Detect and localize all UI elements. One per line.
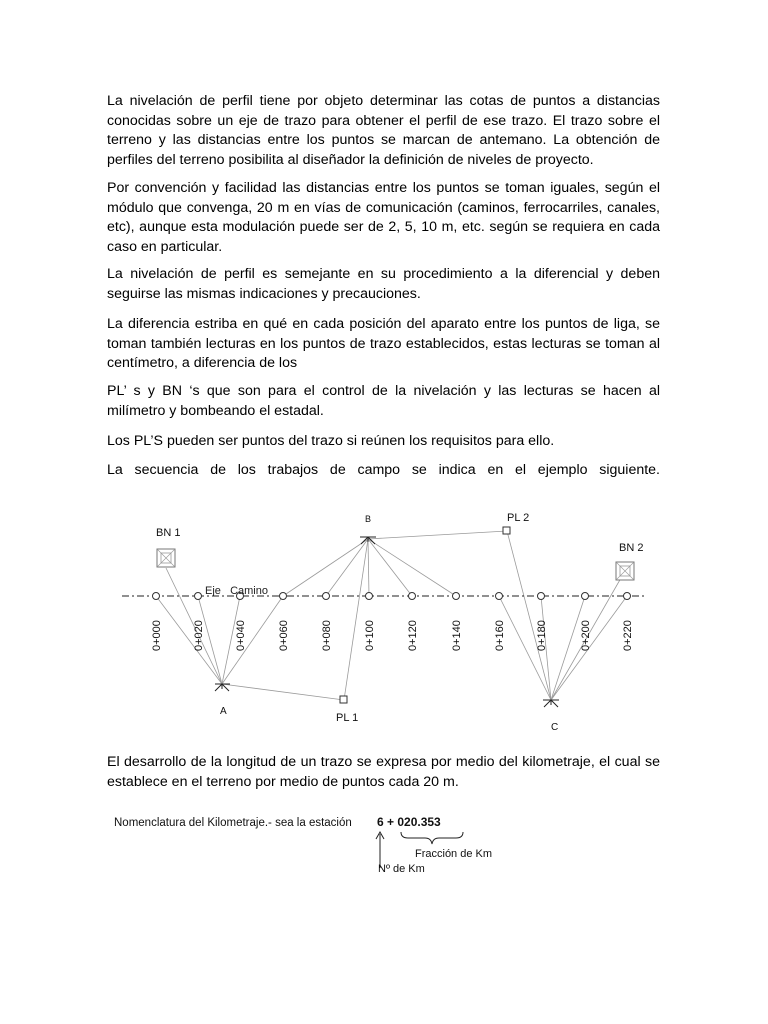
station-marker — [453, 593, 460, 600]
station-marker — [582, 593, 589, 600]
benchmark-bn1-icon — [157, 549, 175, 567]
station-label: 0+160 — [494, 620, 506, 651]
station-b-label: B — [365, 514, 372, 524]
paragraph-6: Los PL’S pueden ser puntos del trazo si reúnen los requisitos para ello. — [107, 433, 555, 449]
bn2-label: BN 2 — [619, 542, 644, 554]
station-marker — [624, 593, 631, 600]
paragraph-3: La nivelación de perfil es semejante en su procedimiento a la diferencial y deben seguirse las mismas indicaciones y precauciones. — [107, 266, 660, 302]
turning-point-pl1-icon — [340, 696, 347, 703]
station-marker — [496, 593, 503, 600]
station-label: 0+120 — [407, 620, 419, 651]
paragraph-7: La secuencia de los trabajos de campo se indica en el ejemplo siguiente. — [107, 462, 660, 478]
nomenclature-value: 6 + 020.353 — [377, 815, 441, 829]
station-label: 0+040 — [235, 620, 247, 651]
station-label: 0+220 — [622, 620, 634, 651]
pl2-label: PL 2 — [507, 512, 530, 524]
paragraph-8: El desarrollo de la longitud de un trazo se expresa por medio del kilometraje, el cual se establece en el terreno por medio de puntos cada 20 m. — [107, 754, 660, 790]
level-instrument-c-icon — [543, 700, 559, 707]
station-label: 0+020 — [193, 620, 205, 651]
pl1-label: PL 1 — [336, 712, 359, 724]
turning-point-pl2-icon — [503, 527, 510, 534]
bn1-label: BN 1 — [156, 527, 181, 539]
station-marker — [366, 593, 373, 600]
benchmark-bn2-icon — [616, 562, 634, 580]
station-marker — [409, 593, 416, 600]
station-label: 0+080 — [321, 620, 333, 651]
kilometraje-nomenclature — [0, 805, 768, 885]
station-c-label: C — [551, 722, 559, 733]
sight-lines — [156, 531, 627, 700]
nomenclature-label: Nomenclatura del Kilometraje.- sea la estación — [114, 817, 352, 829]
station-labels — [151, 620, 634, 651]
station-label: 0+060 — [278, 620, 290, 651]
fraction-label: Fracción de Km — [415, 848, 493, 860]
station-marker — [153, 593, 160, 600]
station-label: 0+200 — [580, 620, 592, 651]
fraction-brace — [401, 832, 463, 844]
station-marker — [280, 593, 287, 600]
station-marker — [538, 593, 545, 600]
paragraph-1: La nivelación de perfil tiene por objeto determinar las cotas de puntos a distancias conocidas sobre un eje de trazo para obtener el perfil de ese trazo. El trazo sobre el terreno y las distancias entre los puntos se marcan de antemano. La obtención de perfiles del terreno posibilita al diseñador la definición de niveles de proyecto. — [107, 93, 660, 168]
station-label: 0+000 — [151, 620, 163, 651]
station-label: 0+140 — [451, 620, 463, 651]
paragraph-4: La diferencia estriba en qué en cada posición del aparato entre los puntos de liga, se toman también lecturas en los puntos de trazo establecidos, estas lecturas se toman al centímetro, a diferencia de los — [107, 316, 660, 371]
profile-leveling-diagram — [0, 500, 768, 745]
station-a-label: A — [220, 706, 227, 717]
station-label: 0+100 — [364, 620, 376, 651]
km-number-label: Nº de Km — [378, 863, 425, 875]
paragraph-5: PL’ s y BN ‘s que son para el control de la nivelación y las lecturas se hacen al milímetro y bombeando el estadal. — [107, 383, 660, 419]
axis-label: Eje Camino — [205, 585, 268, 597]
station-marker — [323, 593, 330, 600]
station-label: 0+180 — [536, 620, 548, 651]
paragraph-2: Por convención y facilidad las distancias entre los puntos se toman iguales, según el módulo que convenga, 20 m en vías de comunicación (caminos, ferrocarriles, canales, etc), aunque esta modulación puede ser de 2, 5, 10 m, etc. según se requiera en cada caso en particular. — [107, 180, 660, 255]
station-marker — [195, 593, 202, 600]
